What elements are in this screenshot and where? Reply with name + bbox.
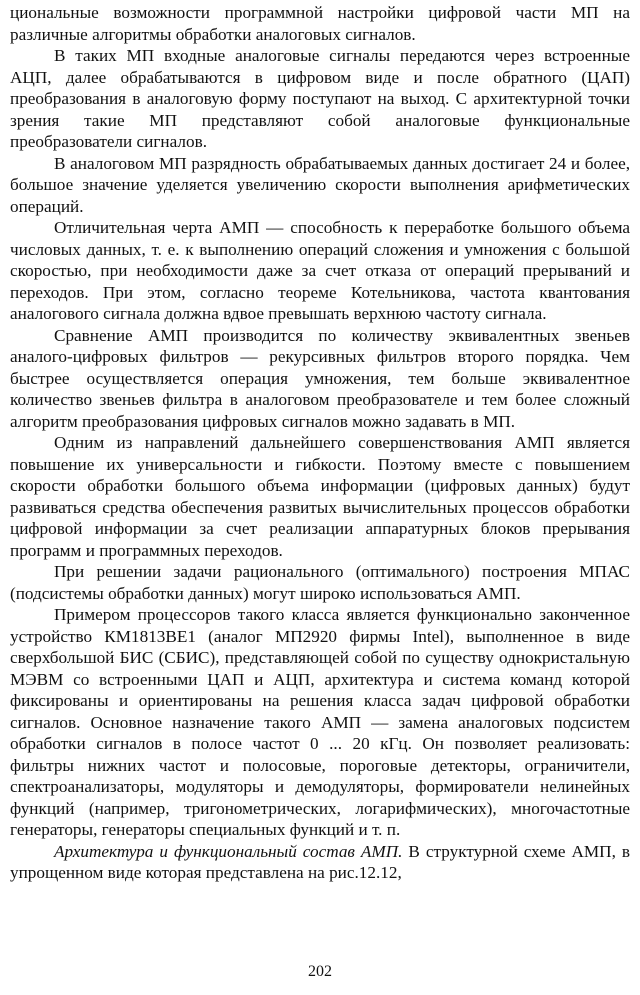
text-body	[10, 2, 630, 884]
paragraph-4: Отличительная черта АМП — способность к переработке большого объема числовых данных, т. е. к выполнению операций сложения и умножения с большой скоростью, при необходимости даже за счет отказа от операций прерываний и переходов. При этом, согласно теореме Котельникова, частота квантования аналогового сигнала должна вдвое превышать верхнюю частоту сигнала.	[10, 218, 630, 323]
paragraph-9	[10, 841, 630, 884]
paragraph-3: В аналоговом МП разрядность обрабатываемых данных достигает 24 и более, большое значение уделяется увеличению скорости выполнения арифметических операций.	[10, 153, 630, 216]
section-heading-italic: Архитектура и функциональный состав АМП.	[54, 841, 403, 861]
paragraph-6: Одним из направлений дальнейшего совершенствования АМП является повышение их универсальности и гибкости. Поэтому вместе с повышением скорости обработки большого объема информации (цифровых данных) будут развиваться средства обеспечения развитых вычислительных процессов обработки цифровой информации за счет реализации аппаратурных блоков прерывания программ и программных переходов.	[10, 433, 630, 560]
paragraph-7: При решении задачи рационального (оптимального) построения МПАС (подсистемы обработки данных) могут широко использоваться АМП.	[10, 562, 630, 603]
paragraph-1: циональные возможности программной настройки цифровой части МП на различные алгоритмы обработки аналоговых сигналов.	[10, 3, 630, 44]
paragraph-5: Сравнение АМП производится по количеству эквивалентных звеньев аналого-цифровых фильтров — рекурсивных фильтров второго порядка. Чем быстрее осуществляется операция умножения, тем больше эквивалентное количество звеньев фильтра в аналоговом преобразователе и тем более сложный алгоритм преобразования цифровых сигналов можно задавать в МП.	[10, 325, 630, 431]
page-number: 202	[308, 963, 332, 980]
paragraph-9-text: В структурной схеме АМП, в упрощенном виде которая представлена на рис.12.12,	[10, 841, 630, 882]
paragraph-8: Примером процессоров такого класса является функционально законченное устройство КМ1813ВЕ1 (аналог МП2920 фирмы Intel), выполненное в виде сверхбольшой БИС (СБИС), представляющей собой по существу однокристальную МЭВМ со встроенными ЦАП и АЦП, архитектура и система команд которой фиксированы и ориентированы на решения класса задач цифровой обработки сигналов. Основное назначение такого АМП — замена аналоговых подсистем обработки сигналов в полосе частот 0 ... 20 кГц. Он позволяет реализовать: фильтры нижних частот и полосовые, пороговые детекторы, ограничители, спектроанализаторы, модуляторы и демодуляторы, формирователи нелинейных функций (например, тригонометрических, логарифмических), многочастотные генераторы, генераторы специальных функций и т. п.	[10, 605, 630, 839]
paragraph-2: В таких МП входные аналоговые сигналы передаются через встроенные АЦП, далее обрабатываются в цифровом виде и после обратного (ЦАП) преобразования в аналоговую форму поступают на выход. С архитектурной точки зрения такие МП представляют собой аналоговые функциональные преобразователи сигналов.	[10, 46, 630, 151]
